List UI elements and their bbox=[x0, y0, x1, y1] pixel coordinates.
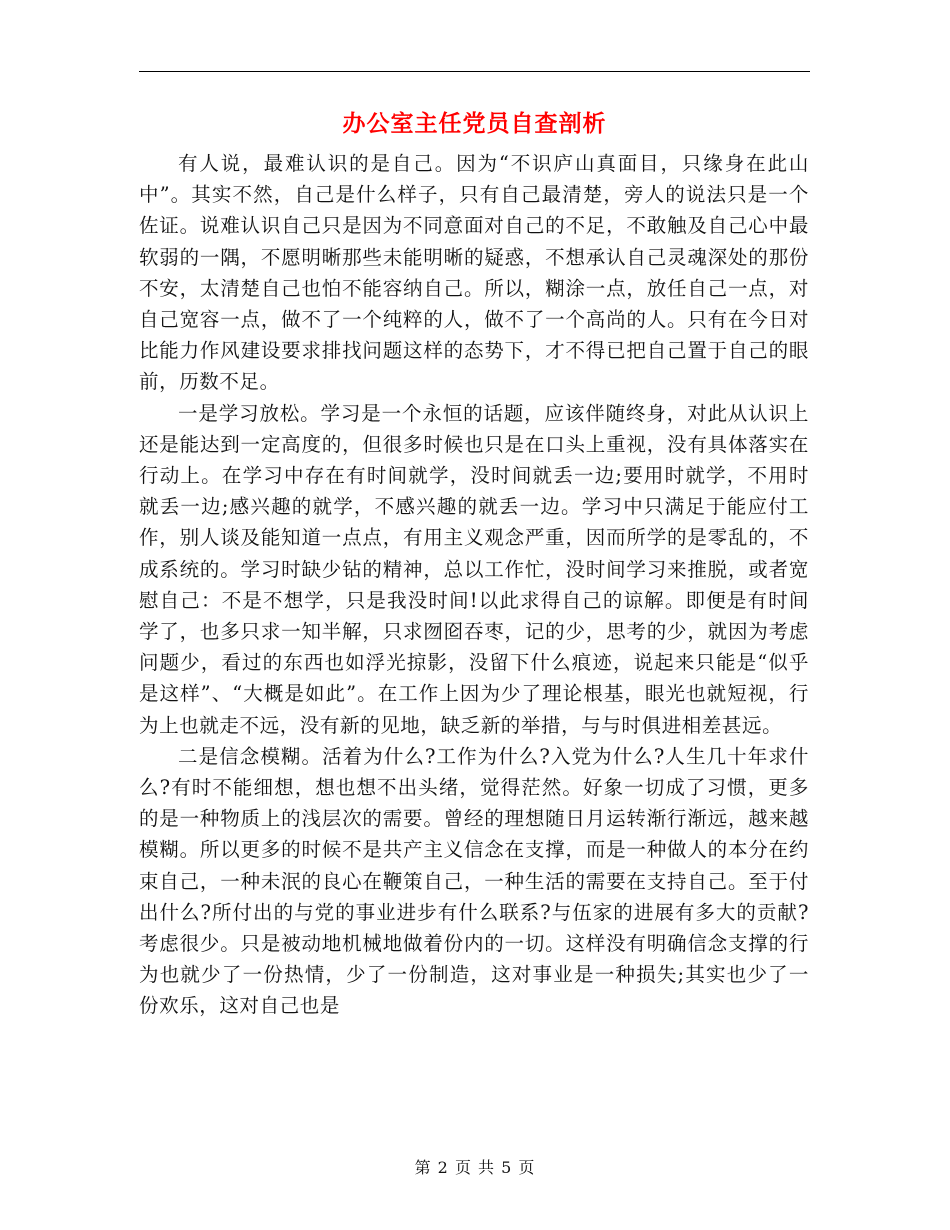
paragraph-study: 一是学习放松。学习是一个永恒的话题，应该伴随终身，对此从认识上还是能达到一定高度的，但很多时候也只是在口头上重视，没有具体落实在行动上。在学习中存在有时间就学，没时间就丢一边;要用时就学，不用时就丢一边;感兴趣的就学，不感兴趣的就丢一边。学习中只满足于能应付工作，别人谈及能知道一点点，有用主义观念严重，因而所学的是零乱的，不成系统的。学习时缺少钻的精神，总以工作忙，没时间学习来推脱，或者宽慰自己：不是不想学，只是我没时间!以此求得自己的谅解。即便是有时间学了，也多只求一知半解，只求囫囵吞枣，记的少，思考的少，就因为考虑问题少，看过的东西也如浮光掠影，没留下什么痕迹，说起来只能是“似乎是这样”、“大概是如此”。在工作上因为少了理论根基，眼光也就短视，行为上也就走不远，没有新的见地，缺乏新的举措，与与时俱进相差甚远。 bbox=[139, 401, 809, 737]
paragraph-belief: 二是信念模糊。活着为什么?工作为什么?入党为什么?人生几十年求什么?有时不能细想，想也想不出头绪，觉得茫然。好象一切成了习惯，更多的是一种物质上的浅层次的需要。曾经的理想随日月运转渐行渐远，越来越模糊。所以更多的时候不是共产主义信念在支撑，而是一种做人的本分在约束自己，一种未泯的良心在鞭策自己，一种生活的需要在支持自己。至于付出什么?所付出的与党的事业进步有什么联系?与伍家的进展有多大的贡献?考虑很少。只是被动地机械地做着份内的一切。这样没有明确信念支撑的行为也就少了一份热情，少了一份制造，这对事业是一种损失;其实也少了一份欢乐，这对自己也是 bbox=[139, 744, 809, 1018]
page-number-footer: 第 2 页 共 5 页 bbox=[414, 1158, 536, 1177]
paragraph-intro: 有人说，最难认识的是自己。因为“不识庐山真面目，只缘身在此山中”。其实不然，自己是什么样子，只有自己最清楚，旁人的说法只是一个佐证。说难认识自己只是因为不同意面对自己的不足，不敢触及自己心中最软弱的一隅，不愿明晰那些未能明晰的疑惑，不想承认自己灵魂深处的那份不安，太清楚自己也怕不能容纳自己。所以，糊涂一点，放任自己一点，对自己宽容一点，做不了一个纯粹的人，做不了一个高尚的人。只有在今日对比能力作风建设要求排找问题这样的态势下，才不得已把自己置于自己的眼前，历数不足。 bbox=[139, 152, 809, 394]
document-body bbox=[139, 148, 809, 1022]
header-rule bbox=[139, 71, 810, 72]
document-title: 办公室主任党员自查剖析 bbox=[342, 110, 607, 137]
